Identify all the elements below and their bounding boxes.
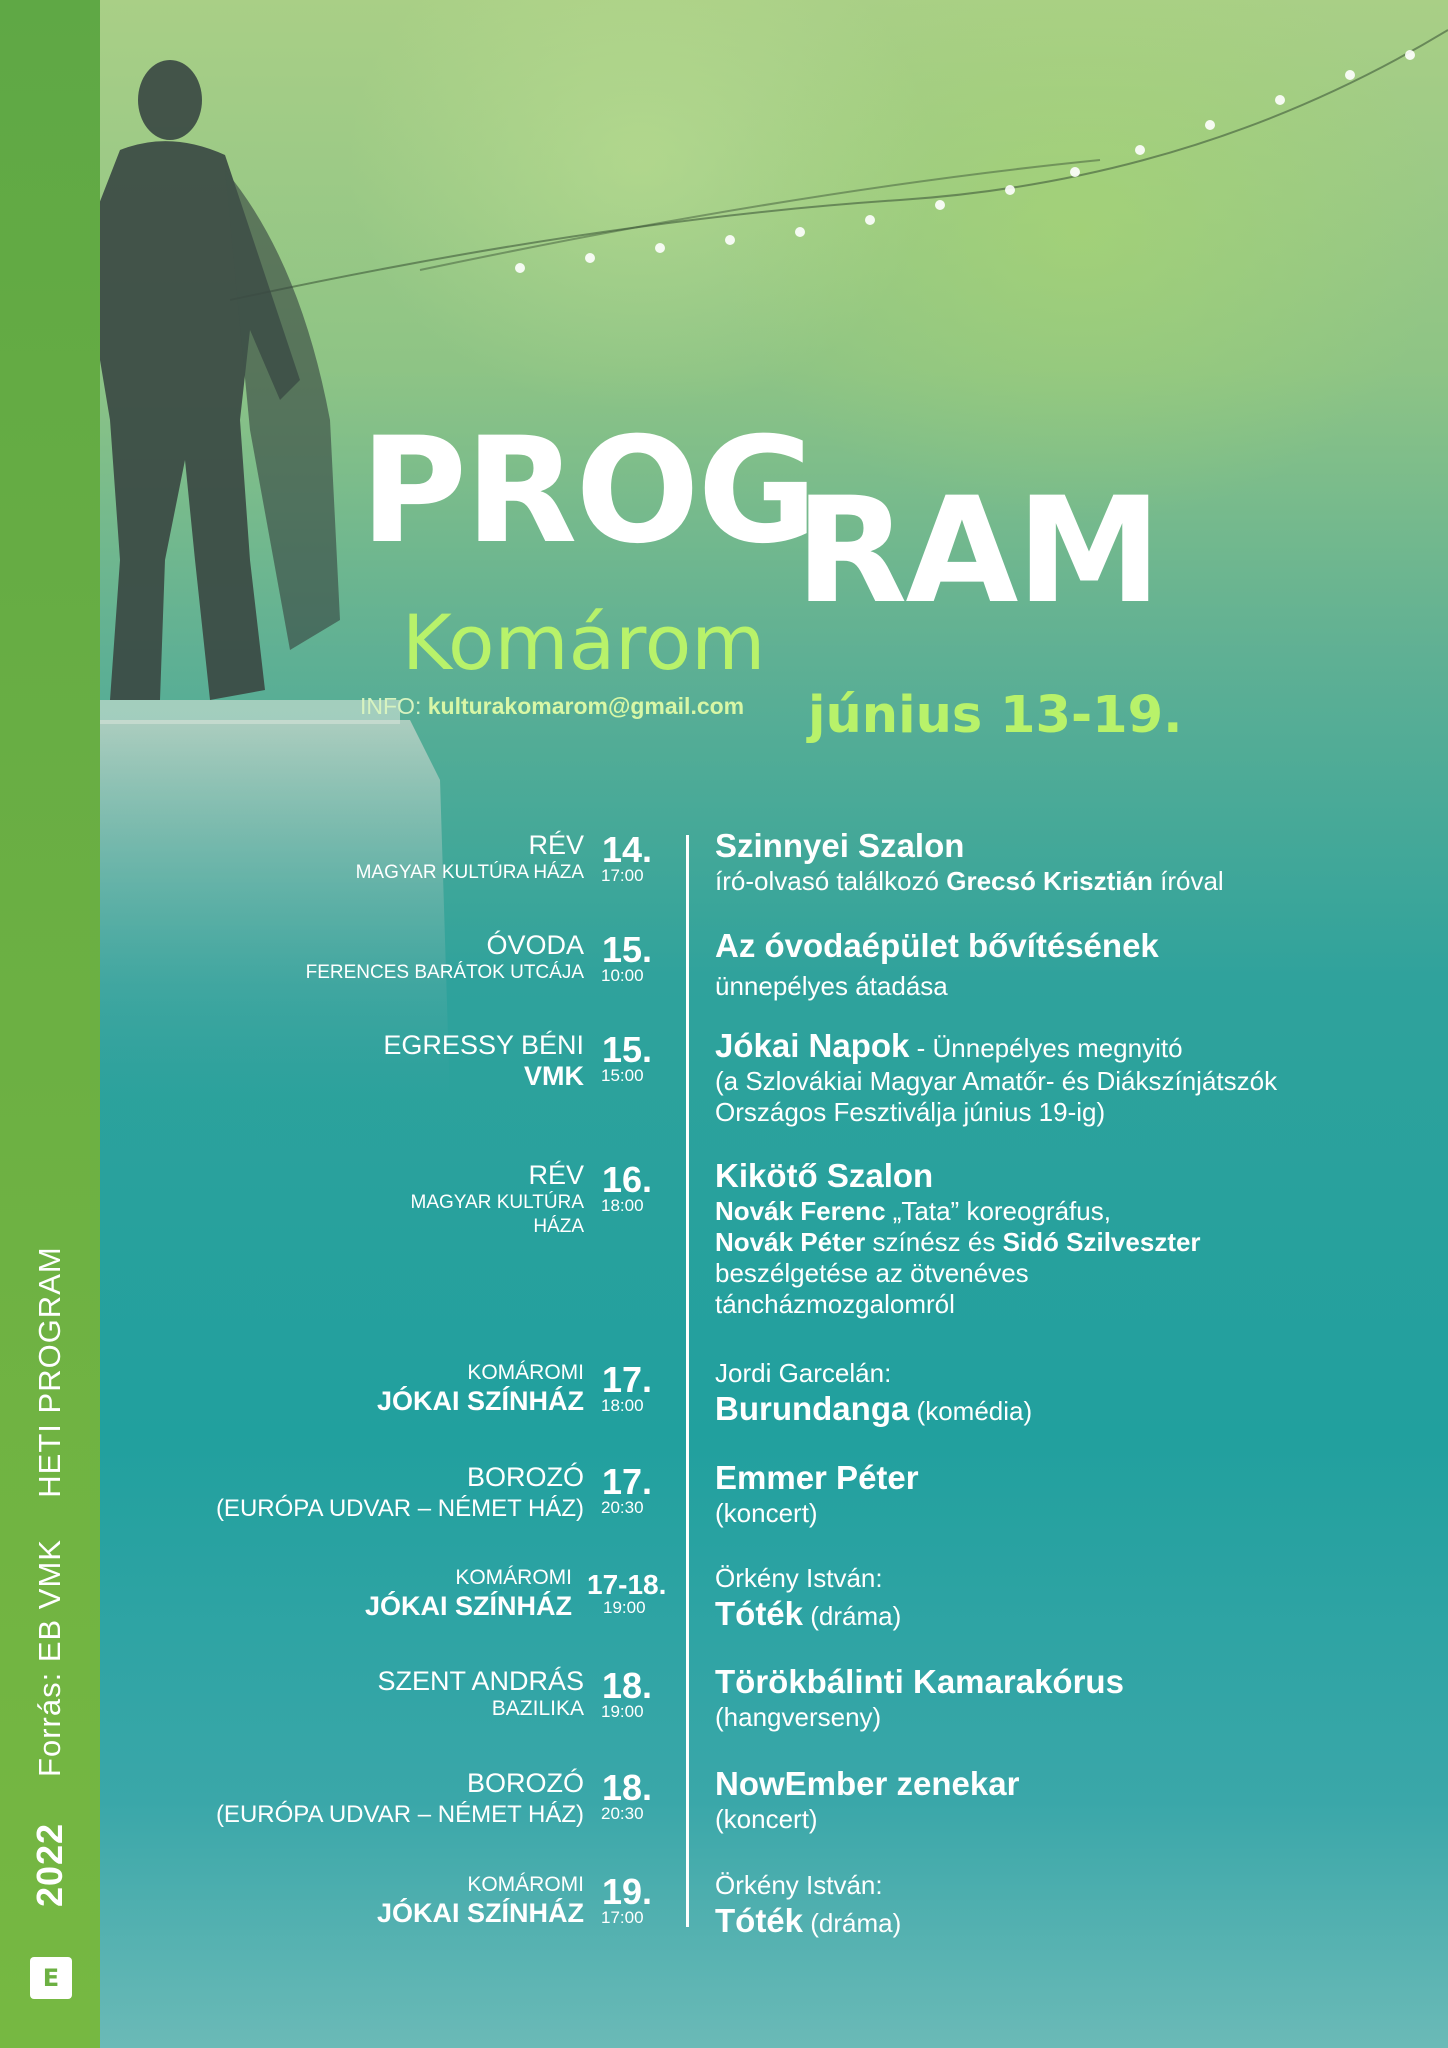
city-title: Komárom — [402, 598, 766, 687]
source-label: Forrás: EB VMK — [32, 1539, 67, 1777]
event-time: 20:30 — [601, 1498, 644, 1517]
event-description: Az óvodaépület bővítésének ünnepélyes átadása — [715, 927, 1159, 1001]
event-time: 19:00 — [603, 1598, 646, 1617]
event-description: Örkény István: Tóték (dráma) — [715, 1563, 902, 1632]
event-date: 17. — [602, 1359, 653, 1400]
event-time: 15:00 — [601, 1066, 644, 1085]
event-description: Jordi Garcelán: Burundanga (komédia) — [715, 1358, 1033, 1427]
info-email[interactable]: kulturakomarom@gmail.com — [427, 693, 745, 719]
event-description: Szinnyei Szalon író-olvasó találkozó Grecsó Krisztián íróval — [715, 827, 1224, 896]
event-description: Örkény István: Tóték (dráma) — [715, 1870, 902, 1939]
event-time: 18:00 — [601, 1196, 644, 1215]
event-location: SZENT ANDRÁS BAZILIKA — [377, 1666, 584, 1720]
info-line — [360, 693, 744, 720]
event-time: 17:00 — [601, 866, 644, 885]
event-description: Kikötő Szalon Novák Ferenc „Tata” koreográfus, Novák Péter színész és Sidó Szilveszter beszélgetése az ötvenéves táncházmozgalomról — [715, 1157, 1201, 1319]
event-time: 17:00 — [601, 1908, 644, 1927]
event-location: EGRESSY BÉNI VMK — [383, 1030, 584, 1091]
event-date: 15. — [602, 1029, 653, 1070]
event-date: 17. — [602, 1461, 653, 1502]
event-date: 18. — [602, 1767, 653, 1808]
event-location: BOROZÓ (EURÓPA UDVAR – NÉMET HÁZ) — [215, 1768, 584, 1828]
event-description: Emmer Péter (koncert) — [715, 1459, 919, 1528]
event-date: 17-18. — [587, 1569, 667, 1600]
event-date: 14. — [602, 829, 653, 870]
title-part-1: PROG — [360, 406, 816, 576]
event-location: RÉV MAGYAR KULTÚRA HÁZA — [410, 1160, 584, 1237]
event-description: Jókai Napok - Ünnepélyes megnyitó (a Szlovákiai Magyar Amatőr- és Diákszínjátszók Országos Fesztiválja június 19-ig) — [715, 1027, 1278, 1127]
event-time: 19:00 — [601, 1702, 644, 1721]
event-location: BOROZÓ (EURÓPA UDVAR – NÉMET HÁZ) — [215, 1462, 584, 1522]
weekly-program-label: HETI PROGRAM — [32, 1246, 67, 1498]
schedule-divider — [686, 835, 689, 1927]
event-location: ÓVODA FERENCES BARÁTOK UTCÁJA — [305, 930, 584, 983]
event-time: 18:00 — [601, 1396, 644, 1415]
event-location: RÉV MAGYAR KULTÚRA HÁZA — [355, 830, 584, 883]
event-date: 18. — [602, 1665, 653, 1706]
date-range: június 13-19. — [808, 686, 1183, 745]
event-date: 16. — [602, 1159, 653, 1200]
event-location: KOMÁROMI JÓKAI SZÍNHÁZ — [364, 1566, 572, 1621]
side-band — [0, 0, 100, 2048]
eb-logo-icon: E — [30, 1957, 72, 1999]
title-part-2: RAM — [795, 466, 1160, 636]
event-location: KOMÁROMI JÓKAI SZÍNHÁZ — [376, 1873, 584, 1928]
event-time: 10:00 — [601, 966, 644, 985]
year-label: 2022 — [29, 1822, 70, 1908]
event-description: Törökbálinti Kamarakórus (hangverseny) — [715, 1663, 1124, 1732]
event-location: KOMÁROMI JÓKAI SZÍNHÁZ — [376, 1361, 584, 1416]
event-date: 19. — [602, 1871, 653, 1912]
info-label: INFO: — [360, 693, 422, 719]
event-date: 15. — [602, 929, 653, 970]
event-time: 20:30 — [601, 1804, 644, 1823]
event-description: NowEmber zenekar (koncert) — [715, 1765, 1020, 1834]
